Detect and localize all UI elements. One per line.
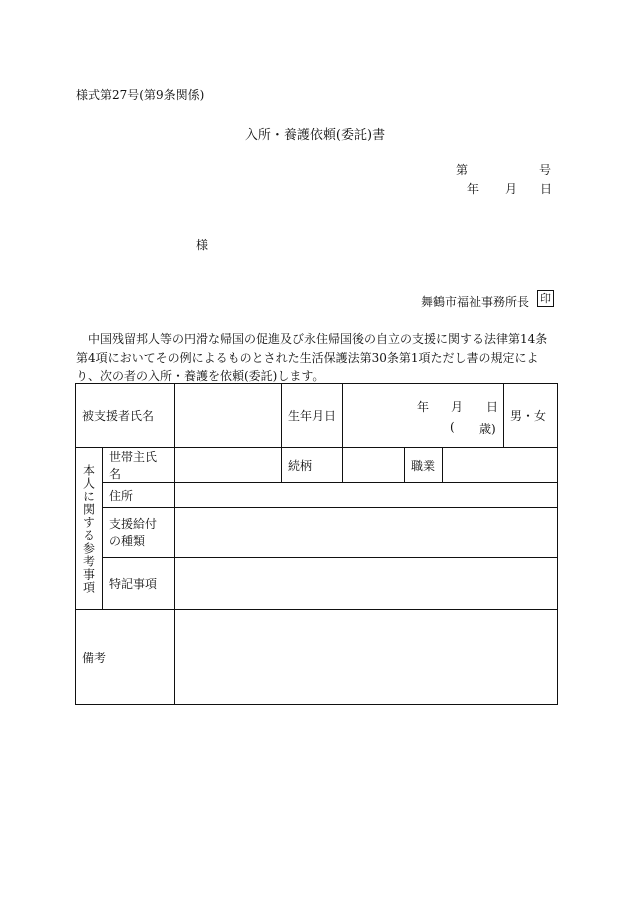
addressee-honorific: 様 <box>196 238 209 252</box>
body-text: 中国残留邦人等の円滑な帰国の促進及び永住帰国後の自立の支援に関する法律第14条第4項においてその例によるものとされた生活保護法第30条第1項ただし書の規定により、次の者の入所・養護を依頼(委託)します。 <box>76 332 548 383</box>
gender-option[interactable]: 男・女 <box>504 384 558 448</box>
name-label: 被支援者氏名 <box>76 384 175 448</box>
occupation-value-cell[interactable] <box>443 448 558 483</box>
birthdate-value-cell[interactable] <box>343 384 504 448</box>
date-month-label: 月 <box>505 182 518 196</box>
special-notes-value-cell[interactable] <box>175 558 558 610</box>
request-form-table <box>75 383 558 705</box>
table-row <box>76 483 558 508</box>
table-row <box>76 448 558 483</box>
relationship-label: 続柄 <box>282 448 343 483</box>
table-row <box>76 558 558 610</box>
issuer-name: 舞鶴市福祉事務所長 <box>421 295 530 309</box>
form-number: 様式第27号(第9条関係) <box>76 88 205 102</box>
special-notes-label: 特記事項 <box>103 558 175 610</box>
reference-section-label: 本人に関する参考事項 <box>76 448 103 610</box>
birthdate-label: 生年月日 <box>282 384 343 448</box>
relationship-value-cell[interactable] <box>343 448 405 483</box>
table-row <box>76 610 558 705</box>
occupation-label: 職業 <box>405 448 443 483</box>
remarks-value-cell[interactable] <box>175 610 558 705</box>
householder-value-cell[interactable] <box>175 448 282 483</box>
age-open-paren: ( <box>450 420 455 434</box>
document-number-prefix: 第 <box>456 163 469 177</box>
age-unit-label: 歳) <box>479 422 496 436</box>
householder-label: 世帯主氏名 <box>103 448 175 483</box>
date-year-label: 年 <box>467 182 480 196</box>
birth-year-label: 年 <box>417 400 430 414</box>
document-number-suffix: 号 <box>539 163 552 177</box>
address-value-cell[interactable] <box>175 483 558 508</box>
birth-day-label: 日 <box>486 400 499 414</box>
name-value-cell[interactable] <box>175 384 282 448</box>
table-row <box>76 384 558 448</box>
benefit-type-label: 支援給付の種類 <box>103 508 175 558</box>
date-day-label: 日 <box>540 182 553 196</box>
address-label: 住所 <box>103 483 175 508</box>
benefit-type-value-cell[interactable] <box>175 508 558 558</box>
seal-stamp: 印 <box>537 290 554 307</box>
document-title: 入所・養護依頼(委託)書 <box>244 128 386 143</box>
remarks-label: 備考 <box>76 610 175 705</box>
birth-month-label: 月 <box>451 400 464 414</box>
table-row <box>76 508 558 558</box>
